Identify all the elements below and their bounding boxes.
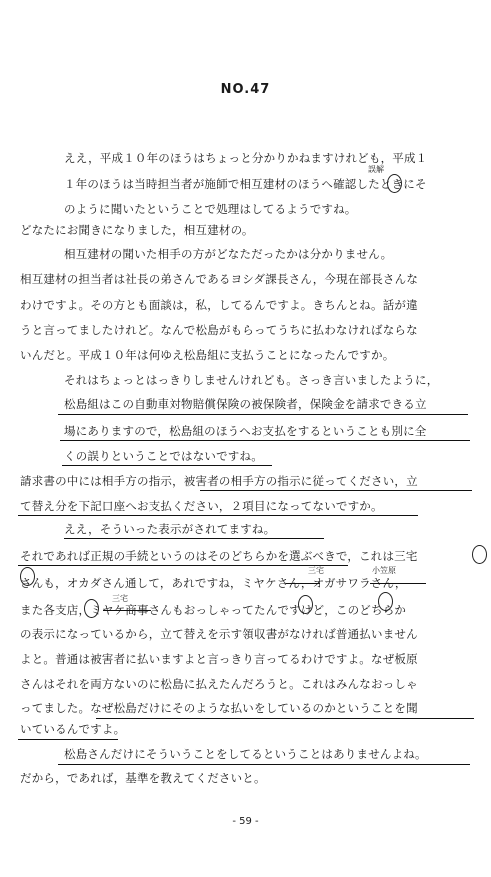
text-line-18: さんも，オカダさん通して，あれですね，ミヤケさん，オガサワラさん，: [20, 576, 407, 590]
text-line-1: ええ，平成１０年のほうはちょっと分かりかねますけれども，平成１: [64, 151, 428, 165]
text-line-15: て替え分を下記口座へお支払ください，２項目になってないですか。: [20, 499, 383, 513]
text-line-12: 場にありますので，松島組のほうへお支払をするということも別に全: [64, 424, 427, 438]
text-line-8: うと言ってましたけれど。なんで松島がもらってうちに払わなければならな: [20, 323, 418, 337]
seal-stamp: [298, 595, 313, 614]
strike-mark: [370, 583, 426, 584]
text-line-7: わけですよ。その方とも面談は，私，してるんですよ。きちんとね。話が違: [20, 298, 418, 312]
text-line-25: 松島さんだけにそういうことをしてるということはありませんよね。: [64, 747, 427, 761]
seal-stamp: [378, 592, 393, 611]
text-line-11: 松島組はこの自動車対物賠償保険の被保険者，保険金を請求できる立: [64, 397, 427, 411]
text-line-24: いているんですよ。: [20, 722, 126, 736]
underline-mark: [64, 538, 324, 539]
text-line-17: それであれば正規の手続というのはそのどちらかを選ぶべきで，これは三宅: [20, 549, 418, 563]
underline-mark: [60, 440, 470, 441]
text-line-26: だから，であれば，基準を教えてくださいと。: [20, 771, 266, 785]
text-line-22: さんはそれを両方ないのに松島に払えたんだろうと。これはみんなおっしゃ: [20, 677, 418, 691]
text-line-14: 請求書の中には相手方の指示，被害者の相手方の指示に従ってください，立: [20, 474, 418, 488]
underline-mark: [200, 490, 472, 491]
strike-mark: [286, 583, 320, 584]
page-footer-number: - 59 -: [232, 816, 259, 827]
seal-stamp: [387, 174, 402, 193]
text-line-19: また各支店，ミヤケ商事さんもおっしゃってたんですけど，このどちらか: [20, 603, 407, 617]
text-line-16: ええ，そういった表示がされてますね。: [64, 522, 276, 536]
text-line-6: 相互建材の担当者は社長の弟さんであるヨシダ課長さん，今現在部長さんな: [20, 272, 419, 286]
seal-stamp: [84, 599, 99, 618]
underline-mark: [18, 565, 348, 566]
seal-stamp: [472, 545, 487, 564]
underline-mark: [62, 465, 272, 466]
underline-mark: [58, 764, 470, 765]
text-line-21: よと。普通は被害者に払いますよと言っきり言ってるわけですよ。なぜ板原: [20, 652, 418, 666]
text-line-10: それはちょっとはっきりしませんけれども。さっき言いましたように，: [64, 373, 439, 387]
handwritten-annotation: 誤解: [368, 165, 384, 174]
text-line-23: ってました。なぜ松島だけにそのような払いをしているのかということを聞: [20, 701, 418, 715]
strike-mark: [103, 610, 151, 611]
text-line-4: どなたにお聞きになりました，相互建材の。: [20, 223, 254, 237]
page-header-number: NO.47: [220, 82, 271, 97]
text-line-9: いんだと。平成１０年は何ゆえ松島組に支払うことになったんですか。: [20, 348, 395, 362]
underline-mark: [96, 718, 474, 719]
underline-mark: [58, 414, 468, 415]
handwritten-annotation: 小笠原: [372, 566, 396, 575]
underline-mark: [18, 739, 118, 740]
text-line-3: のように聞いたということで処理はしてるようですね。: [64, 202, 357, 216]
text-line-5: 相互建材の聞いた相手の方がどなただったかは分かりません。: [64, 247, 393, 261]
text-line-13: くの誤りということではないですね。: [64, 449, 263, 463]
text-line-2: １年のほうは当時担当者が施師で相互建材のほうへ確認したときにそ: [64, 177, 427, 191]
text-line-20: の表示になっているから，立て替えを示す領収書がなければ普通払いません: [20, 627, 418, 641]
seal-stamp: [20, 567, 35, 586]
handwritten-annotation: 三宅: [112, 594, 128, 603]
handwritten-annotation: 三宅: [308, 566, 324, 575]
underline-mark: [18, 515, 418, 516]
